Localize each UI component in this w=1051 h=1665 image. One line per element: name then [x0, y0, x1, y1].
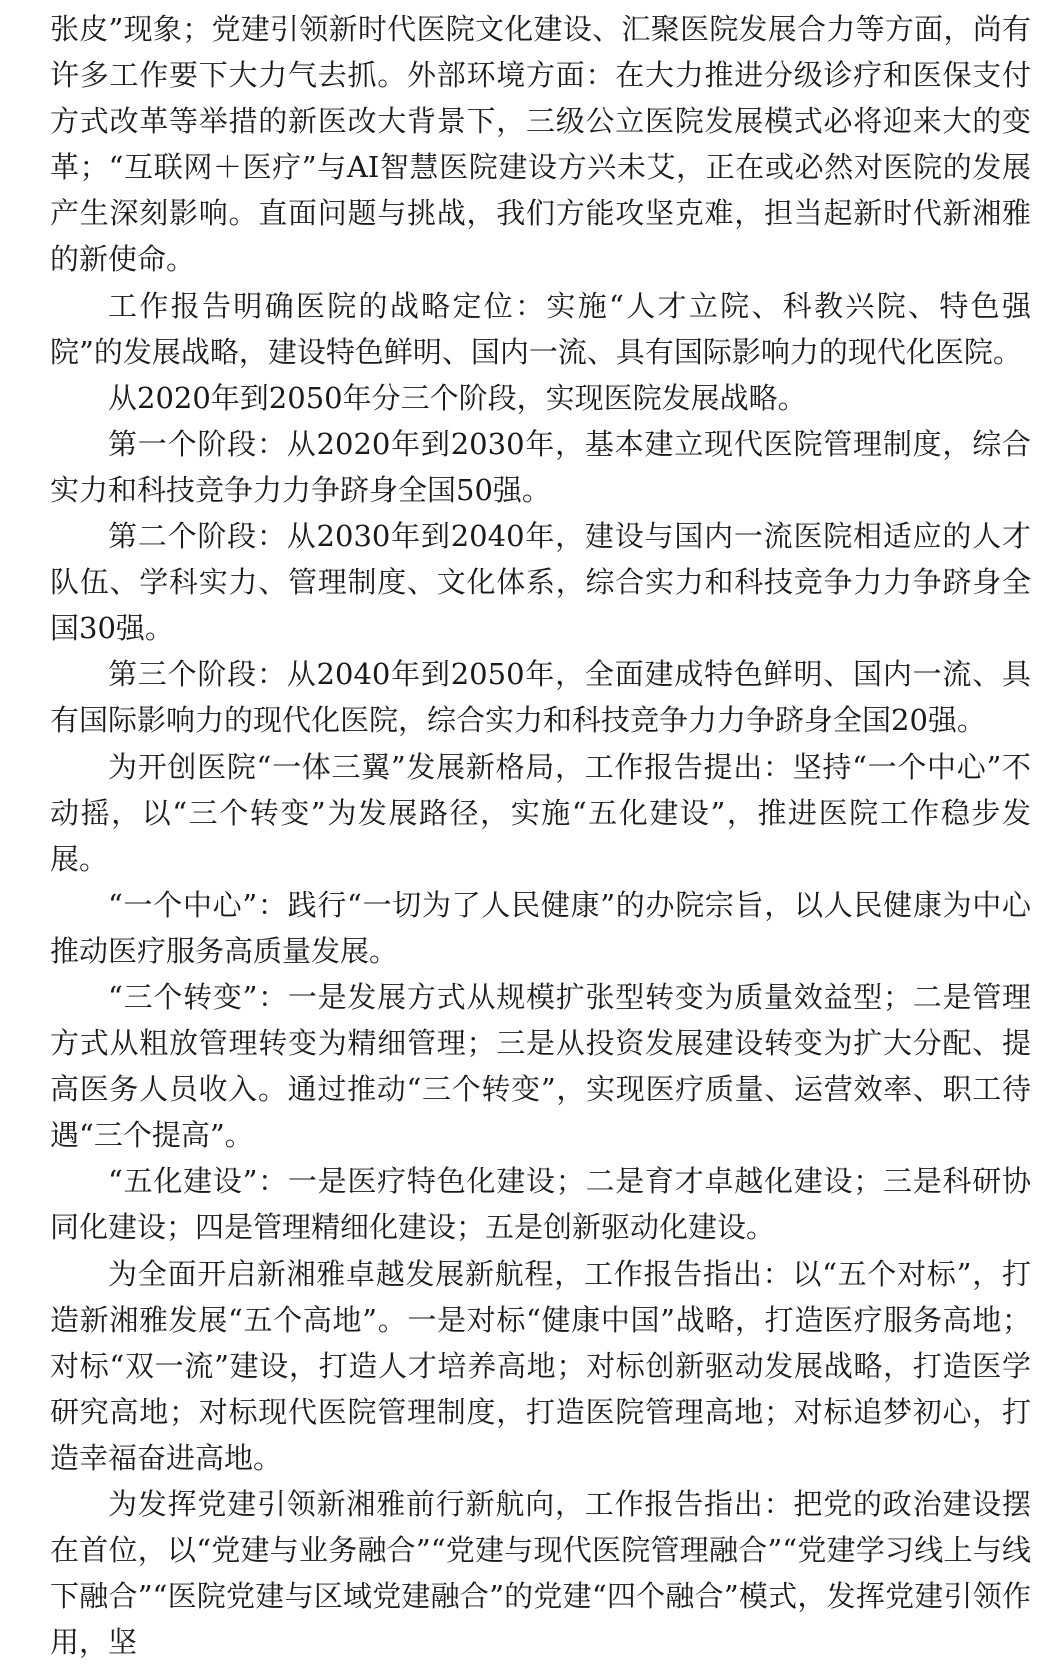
paragraph-12: 为发挥党建引领新湘雅前行新航向，工作报告指出：把党的政治建设摆在首位，以“党建与业务融合”“党建与现代医院管理融合”“党建学习线上与线下融合”“医院党建与区域党建融合”的党建“四个融合”模式，发挥党建引领作用，坚	[50, 1487, 1031, 1660]
paragraph-9: “三个转变”：一是发展方式从规模扩张型转变为质量效益型；二是管理方式从粗放管理转变为精细管理；三是从投资发展建设转变为扩大分配、提高医务人员收入。通过推动“三个转变”，实现医疗质量、运营效率、职工待遇“三个提高”。	[50, 979, 1031, 1153]
paragraph-3: 从2020年到2050年分三个阶段，实现医院发展战略。	[108, 380, 807, 415]
paragraph-10: “五化建设”：一是医疗特色化建设；二是育才卓越化建设；三是科研协同化建设；四是管理精细化建设；五是创新驱动化建设。	[50, 1164, 1031, 1245]
paragraph-7: 为开创医院“一体三翼”发展新格局，工作报告提出：坚持“一个中心”不动摇，以“三个转变”为发展路径，实施“五化建设”，推进医院工作稳步发展。	[50, 749, 1031, 876]
paragraph-5: 第二个阶段：从2030年到2040年，建设与国内一流医院相适应的人才队伍、学科实力、管理制度、文化体系，综合实力和科技竞争力力争跻身全国30强。	[50, 519, 1031, 646]
paragraph-11: 为全面开启新湘雅卓越发展新航程，工作报告指出：以“五个对标”，打造新湘雅发展“五个高地”。一是对标“健康中国”战略，打造医疗服务高地；对标“双一流”建设，打造人才培养高地；对标创新驱动发展战略，打造医学研究高地；对标现代医院管理制度，打造医院管理高地；对标追梦初心，打造幸福奋进高地。	[50, 1256, 1031, 1475]
paragraph-8: “一个中心”：践行“一切为了人民健康”的办院宗旨，以人民健康为中心推动医疗服务高质量发展。	[50, 887, 1031, 968]
paragraph-1: 张皮”现象；党建引领新时代医院文化建设、汇聚医院发展合力等方面，尚有许多工作要下大力气去抓。外部环境方面：在大力推进分级诊疗和医保支付方式改革等举措的新医改大背景下，三级公立医院发展模式必将迎来大的变革；“互联网＋医疗”与AI智慧医院建设方兴未艾，正在或必然对医院的发展产生深刻影响。直面问题与挑战，我们方能攻坚克难，担当起新时代新湘雅的新使命。	[50, 12, 1031, 277]
paragraph-4: 第一个阶段：从2020年到2030年，基本建立现代医院管理制度，综合实力和科技竞争力力争跻身全国50强。	[50, 426, 1031, 507]
paragraph-6: 第三个阶段：从2040年到2050年，全面建成特色鲜明、国内一流、具有国际影响力的现代化医院，综合实力和科技竞争力力争跻身全国20强。	[50, 657, 1031, 738]
paragraph-2: 工作报告明确医院的战略定位：实施“人才立院、科教兴院、特色强院”的发展战略，建设特色鲜明、国内一流、具有国际影响力的现代化医院。	[50, 288, 1031, 369]
